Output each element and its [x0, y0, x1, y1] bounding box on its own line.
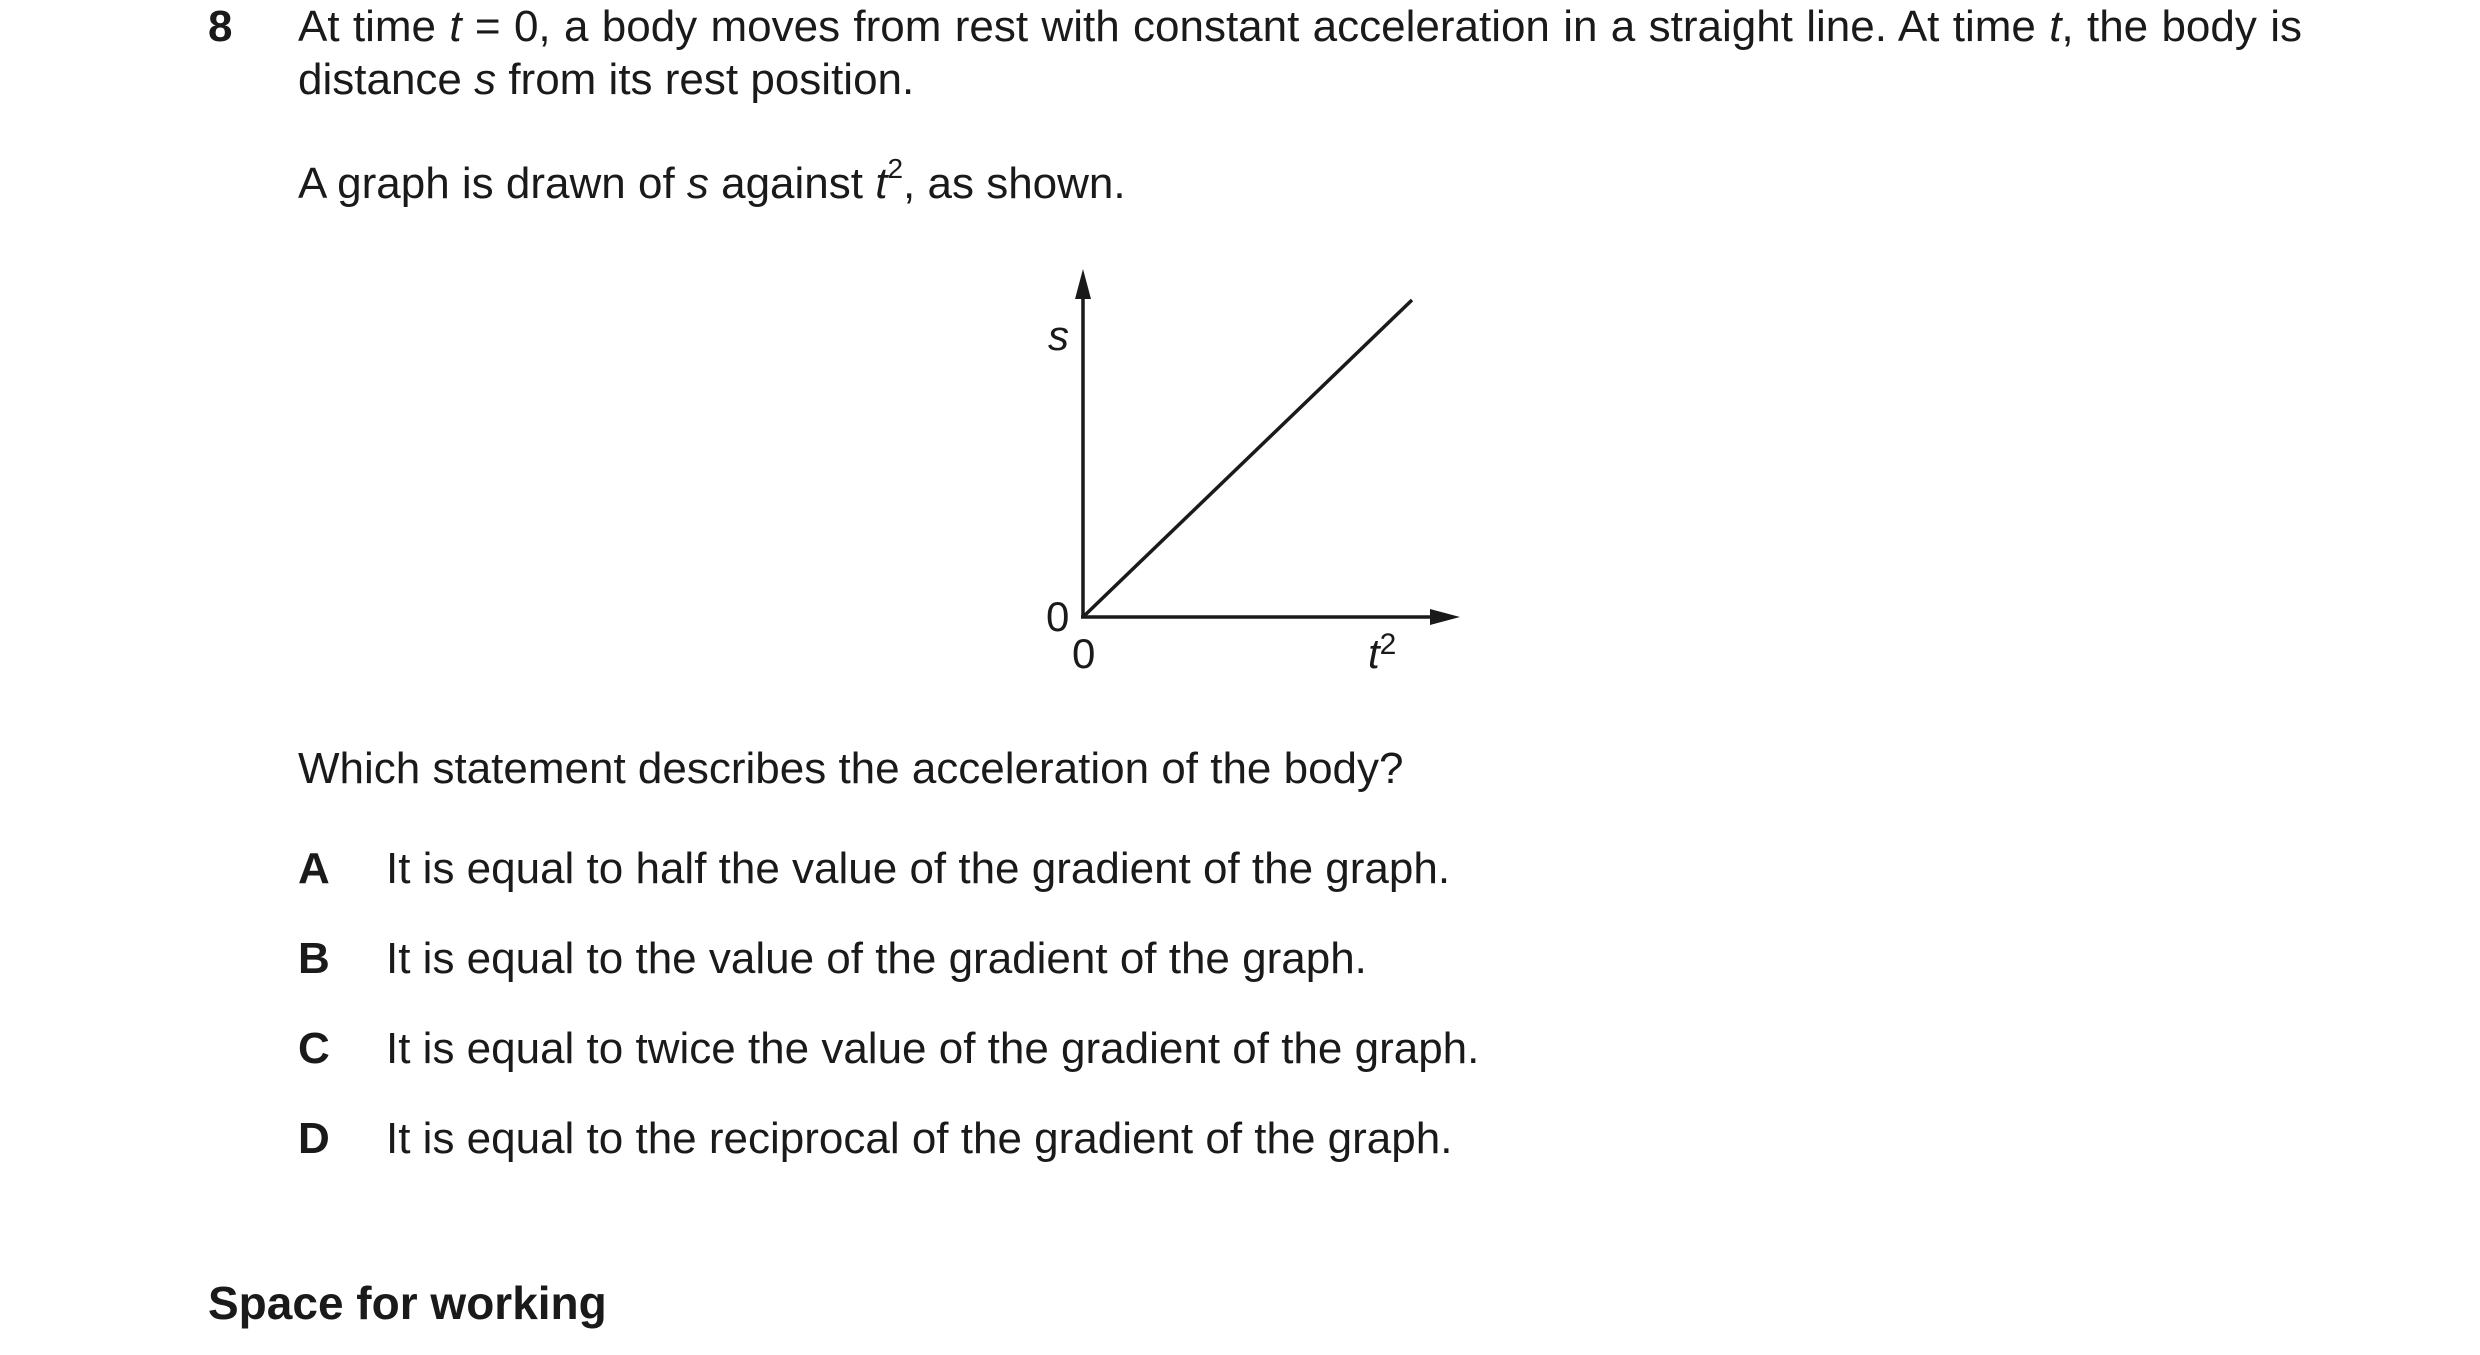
stem-text-2: = 0, a body moves from rest with constant acceleration in a straight line. At time: [461, 2, 2050, 51]
stem-text-3: , the body is distance: [298, 2, 2302, 104]
graph-line: [1083, 300, 1412, 617]
stem-text-1: At time: [298, 2, 450, 51]
s-t2-graph: [1020, 255, 1480, 695]
x-axis-label-base: t: [1368, 630, 1380, 677]
option-a[interactable]: [298, 842, 1450, 896]
question-number: 8: [208, 2, 233, 51]
question-prompt: Which statement describes the acceleration of the body?: [298, 744, 1404, 793]
option-text: It is equal to half the value of the gradient of the graph.: [386, 844, 1451, 893]
y-axis-label: s: [1048, 312, 1069, 359]
x-axis-label: [1368, 628, 1396, 677]
stem-var-t-2: t: [2049, 2, 2062, 51]
option-letter: C: [298, 1024, 330, 1073]
option-text: It is equal to twice the value of the gradient of the graph.: [386, 1024, 1480, 1073]
option-text: It is equal to the value of the gradient of the graph.: [386, 934, 1367, 983]
question-stem: [298, 0, 2302, 106]
option-d[interactable]: [298, 1112, 1452, 1166]
option-c[interactable]: [298, 1022, 1479, 1076]
y-axis-arrow: [1075, 269, 1091, 299]
option-letter: D: [298, 1114, 330, 1163]
graph-intro: [298, 153, 1126, 216]
intro-superscript: 2: [887, 153, 904, 184]
space-for-working-label: Space for working: [208, 1277, 607, 1329]
intro-var-s: s: [686, 159, 709, 208]
intro-var-t: t: [875, 159, 888, 208]
option-letter: B: [298, 934, 330, 983]
origin-label-x: 0: [1072, 630, 1096, 677]
option-letter: A: [298, 844, 330, 893]
intro-text-2: against: [708, 159, 876, 208]
x-axis-label-sup: 2: [1379, 628, 1397, 661]
x-axis-arrow: [1430, 609, 1460, 625]
option-b[interactable]: [298, 932, 1367, 986]
option-text: It is equal to the reciprocal of the gradient of the graph.: [386, 1114, 1453, 1163]
stem-var-s: s: [474, 55, 497, 104]
intro-text-1: A graph is drawn of: [298, 159, 687, 208]
origin-label-y: 0: [1046, 593, 1070, 640]
intro-text-3: , as shown.: [903, 159, 1126, 208]
stem-var-t: t: [449, 2, 462, 51]
stem-text-4: from its rest position.: [496, 55, 915, 104]
